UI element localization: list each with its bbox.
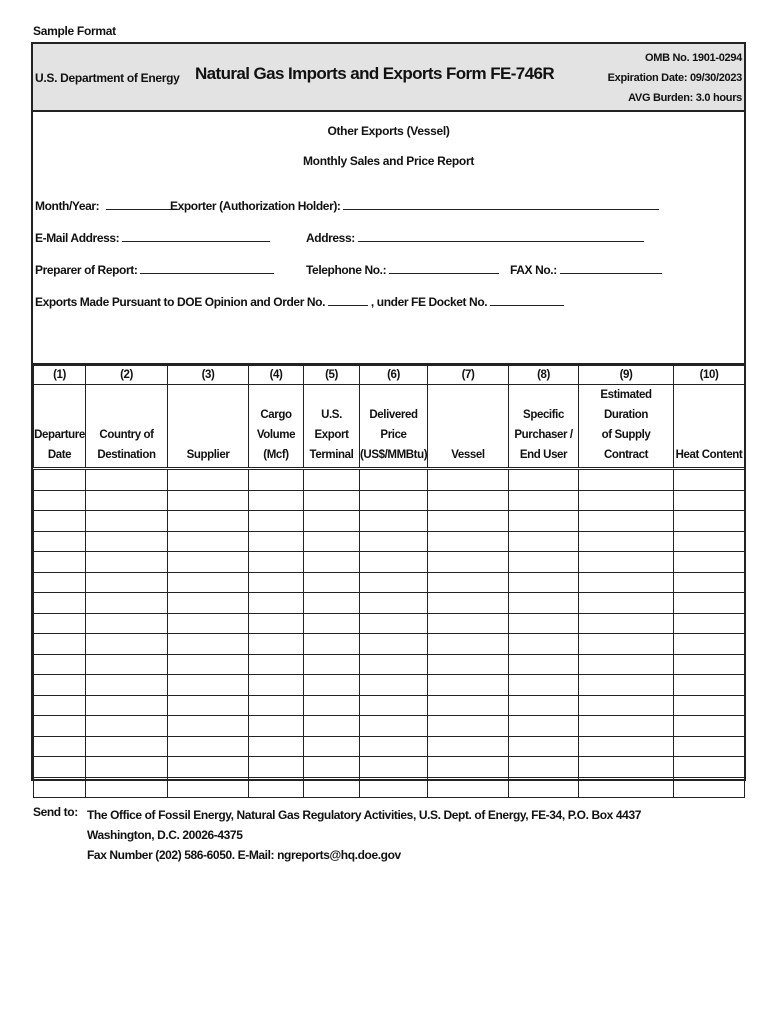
table-row [34, 469, 745, 491]
table-cell[interactable] [579, 552, 674, 573]
column-header-7 [428, 385, 509, 469]
table-cell[interactable] [579, 511, 674, 532]
column-header-line: (US$/MMBtu) [360, 449, 428, 461]
column-header-3 [168, 385, 249, 469]
table-cell[interactable] [509, 552, 579, 573]
table-cell[interactable] [674, 531, 745, 552]
table-cell[interactable] [86, 469, 168, 491]
table-cell[interactable] [249, 757, 304, 778]
table-cell[interactable] [428, 634, 509, 655]
table-cell[interactable] [86, 695, 168, 716]
address-input[interactable] [358, 230, 644, 242]
exporter-label: Exporter (Authorization Holder): [170, 199, 341, 213]
column-header-line: Heat Content [675, 449, 743, 461]
table-cell[interactable] [428, 695, 509, 716]
column-header-line: of Supply Contract [601, 429, 651, 461]
table-cell[interactable] [168, 552, 249, 573]
table-cell[interactable] [674, 490, 745, 511]
table-cell[interactable] [304, 572, 360, 593]
table-cell[interactable] [249, 777, 304, 798]
table-cell[interactable] [674, 695, 745, 716]
table-cell[interactable] [168, 675, 249, 696]
table-cell[interactable] [249, 572, 304, 593]
table-cell[interactable] [509, 613, 579, 634]
table-cell[interactable] [428, 469, 509, 491]
table-cell[interactable] [579, 716, 674, 737]
column-header-line: Specific [523, 409, 564, 421]
omb-number: OMB No. 1901-0294 [645, 52, 742, 64]
table-cell[interactable] [249, 552, 304, 573]
preparer-field[interactable] [35, 262, 274, 277]
table-cell[interactable] [34, 736, 86, 757]
table-cell[interactable] [34, 572, 86, 593]
table-row [34, 552, 745, 573]
table-cell[interactable] [34, 654, 86, 675]
table-cell[interactable] [168, 654, 249, 675]
column-header-4 [249, 385, 304, 469]
table-cell[interactable] [168, 613, 249, 634]
table-cell[interactable] [304, 511, 360, 532]
table-row [34, 757, 745, 778]
table-row [34, 531, 745, 552]
table-cell[interactable] [304, 552, 360, 573]
table-cell[interactable] [304, 675, 360, 696]
table-cell[interactable] [428, 490, 509, 511]
table-cell[interactable] [168, 469, 249, 491]
table-cell[interactable] [34, 511, 86, 532]
table-cell[interactable] [34, 757, 86, 778]
email-field[interactable] [35, 230, 270, 245]
table-cell[interactable] [579, 675, 674, 696]
column-number-5: (5) [304, 366, 360, 385]
table-cell[interactable] [168, 531, 249, 552]
send-to-line-2: Washington, D.C. 20026-4375 [87, 828, 243, 842]
table-cell[interactable] [428, 593, 509, 614]
table-cell[interactable] [168, 695, 249, 716]
avg-burden: AVG Burden: 3.0 hours [628, 92, 742, 104]
column-header-line: End User [519, 449, 568, 461]
table-cell[interactable] [249, 531, 304, 552]
table-cell[interactable] [509, 716, 579, 737]
table-cell[interactable] [304, 695, 360, 716]
table-row [34, 613, 745, 634]
table-cell[interactable] [304, 757, 360, 778]
omb-info [608, 48, 742, 108]
send-to-label: Send to: [33, 805, 78, 819]
table-cell[interactable] [674, 552, 745, 573]
table-cell[interactable] [86, 654, 168, 675]
table-row [34, 675, 745, 696]
table-row [34, 511, 745, 532]
column-header-line: Terminal [309, 449, 354, 461]
table-cell[interactable] [304, 736, 360, 757]
table-cell[interactable] [360, 736, 428, 757]
table-cell[interactable] [509, 531, 579, 552]
table-cell[interactable] [428, 552, 509, 573]
column-header-line: Vessel [451, 449, 485, 461]
table-cell[interactable] [579, 757, 674, 778]
table-cell[interactable] [674, 716, 745, 737]
table-cell[interactable] [168, 490, 249, 511]
table-cell[interactable] [579, 593, 674, 614]
column-header-1 [34, 385, 86, 469]
column-header-line: Date [47, 449, 72, 461]
send-to-address [87, 805, 641, 865]
table-row [34, 572, 745, 593]
table-cell[interactable] [168, 736, 249, 757]
telephone-label: Telephone No.: [306, 263, 387, 277]
table-cell[interactable] [360, 654, 428, 675]
table-cell[interactable] [34, 552, 86, 573]
table-cell[interactable] [428, 777, 509, 798]
column-header-line: Price [380, 429, 407, 441]
table-cell[interactable] [428, 531, 509, 552]
table-cell[interactable] [674, 634, 745, 655]
report-subtitle-name: Monthly Sales and Price Report [302, 154, 475, 168]
table-cell[interactable] [509, 511, 579, 532]
table-cell[interactable] [304, 634, 360, 655]
table-row [34, 736, 745, 757]
table-cell[interactable] [249, 511, 304, 532]
table-cell[interactable] [360, 572, 428, 593]
column-header-6 [360, 385, 428, 469]
column-header-line: Estimated Duration [600, 389, 652, 421]
column-number-9: (9) [579, 366, 674, 385]
column-number-10: (10) [674, 366, 745, 385]
table-row [34, 716, 745, 737]
fax-label: FAX No.: [510, 263, 557, 277]
table-cell[interactable] [428, 757, 509, 778]
table-cell[interactable] [674, 777, 745, 798]
table-cell[interactable] [509, 469, 579, 491]
expiration-date: Expiration Date: 09/30/2023 [607, 72, 742, 84]
table-cell[interactable] [509, 757, 579, 778]
column-header-line: Supplier [186, 449, 230, 461]
report-subtitle-type: Other Exports (Vessel) [327, 124, 450, 138]
table-cell[interactable] [360, 469, 428, 491]
column-number-2: (2) [86, 366, 168, 385]
table-cell[interactable] [674, 675, 745, 696]
table-row [34, 634, 745, 655]
table-cell[interactable] [579, 469, 674, 491]
table-cell[interactable] [249, 736, 304, 757]
table-cell[interactable] [249, 716, 304, 737]
column-header-line: Country of [99, 429, 154, 441]
table-cell[interactable] [249, 675, 304, 696]
form-header [33, 44, 744, 112]
form-title: Natural Gas Imports and Exports Form FE-746R [195, 64, 555, 83]
column-number-8: (8) [509, 366, 579, 385]
table-cell[interactable] [34, 593, 86, 614]
table-cell[interactable] [360, 695, 428, 716]
table-cell[interactable] [509, 572, 579, 593]
table-cell[interactable] [34, 695, 86, 716]
column-header-line: Purchaser / [514, 429, 573, 441]
table-cell[interactable] [674, 757, 745, 778]
table-cell[interactable] [360, 634, 428, 655]
table-row [34, 654, 745, 675]
table-cell[interactable] [674, 593, 745, 614]
table-cell[interactable] [674, 469, 745, 491]
exports-table [33, 365, 745, 798]
table-cell[interactable] [34, 634, 86, 655]
telephone-input[interactable] [389, 262, 499, 274]
table-cell[interactable] [674, 736, 745, 757]
table-cell[interactable] [579, 531, 674, 552]
address-label: Address: [306, 231, 355, 245]
table-cell[interactable] [579, 634, 674, 655]
table-cell[interactable] [34, 469, 86, 491]
table-cell[interactable] [360, 593, 428, 614]
table-cell[interactable] [86, 613, 168, 634]
table-cell[interactable] [249, 654, 304, 675]
table-cell[interactable] [674, 572, 745, 593]
exporter-input[interactable] [343, 198, 659, 210]
table-cell[interactable] [249, 613, 304, 634]
table-cell[interactable] [360, 511, 428, 532]
table-cell[interactable] [86, 511, 168, 532]
send-to-line-3: Fax Number (202) 586-6050. E-Mail: ngreports@hq.doe.gov [87, 848, 401, 862]
table-cell[interactable] [86, 531, 168, 552]
table-cell[interactable] [428, 613, 509, 634]
table-cell[interactable] [304, 531, 360, 552]
column-header-8 [509, 385, 579, 469]
table-cell[interactable] [509, 490, 579, 511]
send-to-line-1: The Office of Fossil Energy, Natural Gas Regulatory Activities, U.S. Dept. of Energy, FE-34, P.O. Box 4437 [87, 808, 641, 822]
docket-label: , under FE Docket No. [370, 295, 488, 309]
table-row [34, 490, 745, 511]
docket-number-input[interactable] [490, 294, 564, 306]
column-header-line: Volume [256, 429, 296, 441]
table-cell[interactable] [86, 757, 168, 778]
column-number-6: (6) [360, 366, 428, 385]
table-cell[interactable] [304, 593, 360, 614]
table-cell[interactable] [674, 654, 745, 675]
table-cell[interactable] [34, 490, 86, 511]
column-number-3: (3) [168, 366, 249, 385]
column-number-4: (4) [249, 366, 304, 385]
table-cell[interactable] [360, 757, 428, 778]
table-cell[interactable] [674, 613, 745, 634]
table-cell[interactable] [304, 613, 360, 634]
table-cell[interactable] [428, 736, 509, 757]
table-cell[interactable] [428, 654, 509, 675]
column-header-line: Delivered [369, 409, 418, 421]
table-cell[interactable] [34, 613, 86, 634]
table-cell[interactable] [428, 675, 509, 696]
table-cell[interactable] [579, 613, 674, 634]
table-cell[interactable] [34, 777, 86, 798]
column-header-9 [579, 385, 674, 469]
table-cell[interactable] [34, 675, 86, 696]
table-cell[interactable] [509, 675, 579, 696]
column-header-row [34, 385, 745, 469]
preparer-input[interactable] [140, 262, 274, 274]
table-cell[interactable] [86, 552, 168, 573]
table-cell[interactable] [579, 777, 674, 798]
table-cell[interactable] [168, 572, 249, 593]
address-field[interactable] [306, 230, 644, 245]
table-cell[interactable] [249, 469, 304, 491]
table-cell[interactable] [249, 593, 304, 614]
table-cell[interactable] [86, 572, 168, 593]
table-cell[interactable] [86, 634, 168, 655]
form-container [31, 42, 746, 781]
table-row [34, 593, 745, 614]
sample-format-label: Sample Format [33, 24, 116, 38]
table-cell[interactable] [168, 511, 249, 532]
table-cell[interactable] [304, 716, 360, 737]
table-cell[interactable] [168, 634, 249, 655]
email-label: E-Mail Address: [35, 231, 120, 245]
table-cell[interactable] [304, 469, 360, 491]
table-cell[interactable] [428, 716, 509, 737]
table-cell[interactable] [509, 654, 579, 675]
column-header-line: (Mcf) [263, 449, 289, 461]
column-header-line: Cargo [260, 409, 292, 421]
table-cell[interactable] [34, 716, 86, 737]
order-number-field[interactable] [35, 294, 564, 309]
table-cell[interactable] [304, 654, 360, 675]
column-number-row [34, 366, 745, 385]
table-cell[interactable] [168, 593, 249, 614]
order-number-label: Exports Made Pursuant to DOE Opinion and Order No. [35, 295, 326, 309]
table-cell[interactable] [168, 757, 249, 778]
table-cell[interactable] [360, 552, 428, 573]
table-cell[interactable] [360, 531, 428, 552]
table-cell[interactable] [86, 716, 168, 737]
table-cell[interactable] [579, 572, 674, 593]
table-cell[interactable] [428, 511, 509, 532]
table-cell[interactable] [34, 531, 86, 552]
month-year-input[interactable] [106, 198, 178, 210]
table-cell[interactable] [509, 593, 579, 614]
table-cell[interactable] [168, 716, 249, 737]
order-number-input[interactable] [328, 294, 368, 306]
table-row [34, 695, 745, 716]
table-cell[interactable] [86, 490, 168, 511]
column-number-7: (7) [428, 366, 509, 385]
table-cell[interactable] [579, 654, 674, 675]
table-cell[interactable] [168, 777, 249, 798]
exports-table-container [33, 363, 744, 779]
table-cell[interactable] [579, 695, 674, 716]
column-header-5 [304, 385, 360, 469]
table-cell[interactable] [509, 695, 579, 716]
table-cell[interactable] [360, 613, 428, 634]
table-cell[interactable] [360, 675, 428, 696]
table-cell[interactable] [86, 736, 168, 757]
column-number-1: (1) [34, 366, 86, 385]
fax-field[interactable] [510, 262, 662, 277]
table-cell[interactable] [509, 736, 579, 757]
table-cell[interactable] [86, 593, 168, 614]
column-header-10 [674, 385, 745, 469]
department-name: U.S. Department of Energy [35, 71, 180, 85]
column-header-line: U.S. Export [314, 409, 349, 441]
preparer-label: Preparer of Report: [35, 263, 138, 277]
table-cell[interactable] [674, 511, 745, 532]
table-cell[interactable] [304, 490, 360, 511]
table-cell[interactable] [360, 490, 428, 511]
table-cell[interactable] [428, 572, 509, 593]
table-cell[interactable] [509, 777, 579, 798]
column-header-line: Departure [34, 429, 85, 441]
table-cell[interactable] [360, 716, 428, 737]
table-cell[interactable] [509, 634, 579, 655]
table-cell[interactable] [360, 777, 428, 798]
exporter-field[interactable] [170, 198, 659, 213]
table-cell[interactable] [86, 675, 168, 696]
table-cell[interactable] [86, 777, 168, 798]
column-header-2 [86, 385, 168, 469]
table-cell[interactable] [579, 736, 674, 757]
table-cell[interactable] [249, 695, 304, 716]
fax-input[interactable] [560, 262, 662, 274]
table-cell[interactable] [249, 490, 304, 511]
telephone-field[interactable] [306, 262, 499, 277]
table-cell[interactable] [579, 490, 674, 511]
email-input[interactable] [122, 230, 270, 242]
month-year-label: Month/Year: [35, 199, 100, 213]
table-cell[interactable] [249, 634, 304, 655]
exports-table-body [34, 469, 745, 798]
table-row [34, 777, 745, 798]
column-header-line: Destination [97, 449, 156, 461]
table-cell[interactable] [304, 777, 360, 798]
month-year-field[interactable] [35, 198, 178, 213]
